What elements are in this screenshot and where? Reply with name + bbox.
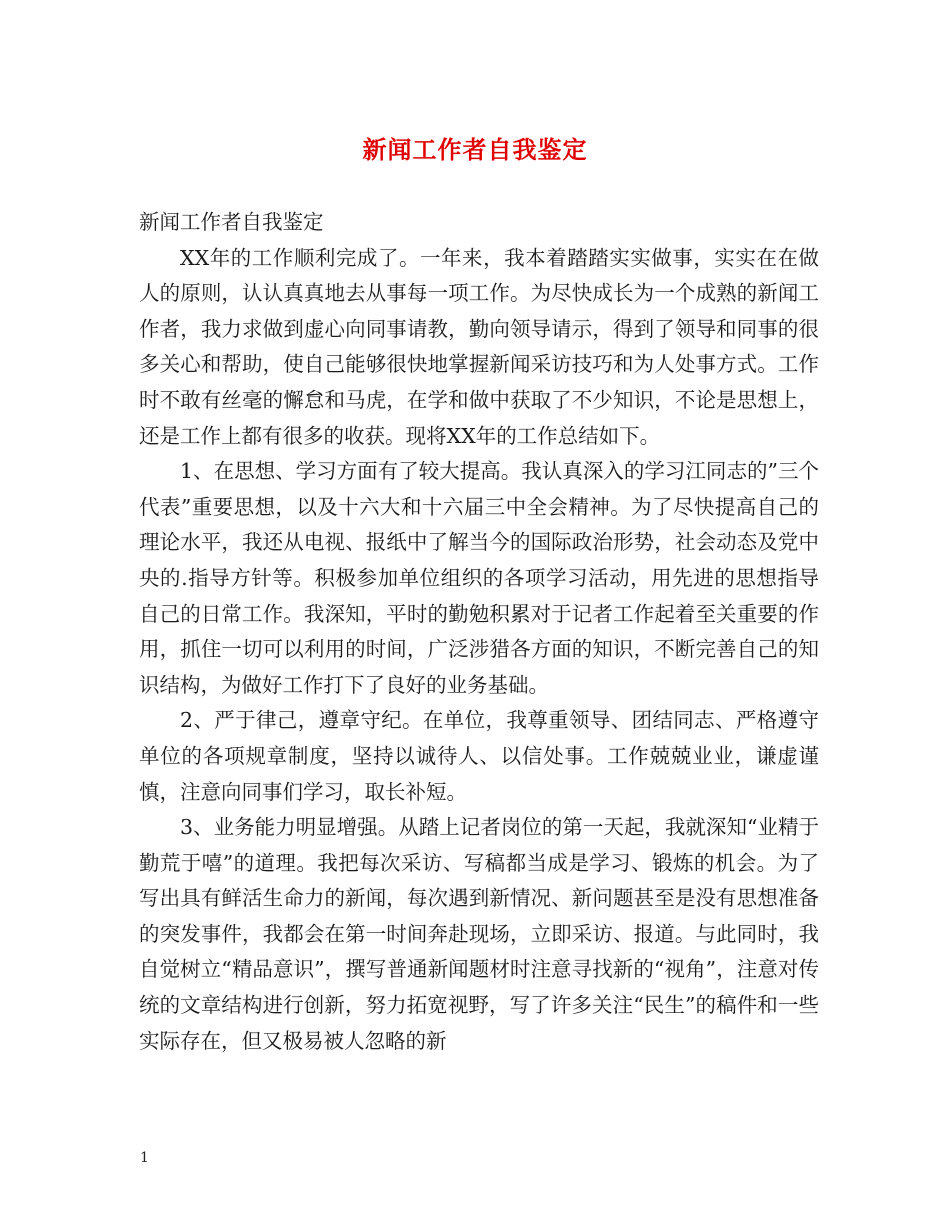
paragraph-thought-study: 1、在思想、学习方面有了较大提高。我认真深入的学习江同志的”三个代表”重要思想，以及十六大和十六届三中全会精神。为了尽快提高自己的理论水平，我还从电视、报纸中了解当今的国际政治形势，社会动态及党中央的.指导方针等。积极参加单位组织的各项学习活动，用先进的思想指导自己的日常工作。我深知，平时的勤勉积累对于记者工作起着至关重要的作用，抓住一切可以利用的时间，广泛涉猎各方面的知识，不断完善自己的知识结构，为做好工作打下了良好的业务基础。 — [139, 459, 819, 697]
document-title: 新闻工作者自我鉴定 — [362, 135, 588, 164]
paragraph-discipline: 2、严于律己，遵章守纪。在单位，我尊重领导、团结同志、严格遵守单位的各项规章制度，坚持以诚待人、以信处事。工作兢兢业业，谦虚谨慎，注意向同事们学习，取长补短。 — [139, 708, 819, 804]
page-number: 1 — [140, 1150, 149, 1166]
document-body — [139, 205, 819, 1059]
document-subtitle: 新闻工作者自我鉴定 — [139, 210, 324, 234]
paragraph-professional-ability: 3、业务能力明显增强。从踏上记者岗位的第一天起，我就深知“业精于勤荒于嘻”的道理。我把每次采访、写稿都当成是学习、锻炼的机会。为了写出具有鲜活生命力的新闻，每次遇到新情况、新问题甚至是没有思想准备的突发事件，我都会在第一时间奔赴现场，立即采访、报道。与此同时，我自觉树立“精品意识”，撰写普通新闻题材时注意寻找新的“视角”，注意对传统的文章结构进行创新，努力拓宽视野，写了许多关注“民生”的稿件和一些实际存在，但又极易被人忽略的新 — [139, 815, 819, 1053]
paragraph-intro: XX年的工作顺利完成了。一年来，我本着踏踏实实做事，实实在在做人的原则，认认真真地去从事每一项工作。为尽快成长为一个成熟的新闻工作者，我力求做到虚心向同事请教，勤向领导请示，得到了领导和同事的很多关心和帮助，使自己能够很快地掌握新闻采访技巧和为人处事方式。工作时不敢有丝毫的懈怠和马虎，在学和做中获取了不少知识，不论是思想上，还是工作上都有很多的收获。现将XX年的工作总结如下。 — [139, 245, 819, 448]
